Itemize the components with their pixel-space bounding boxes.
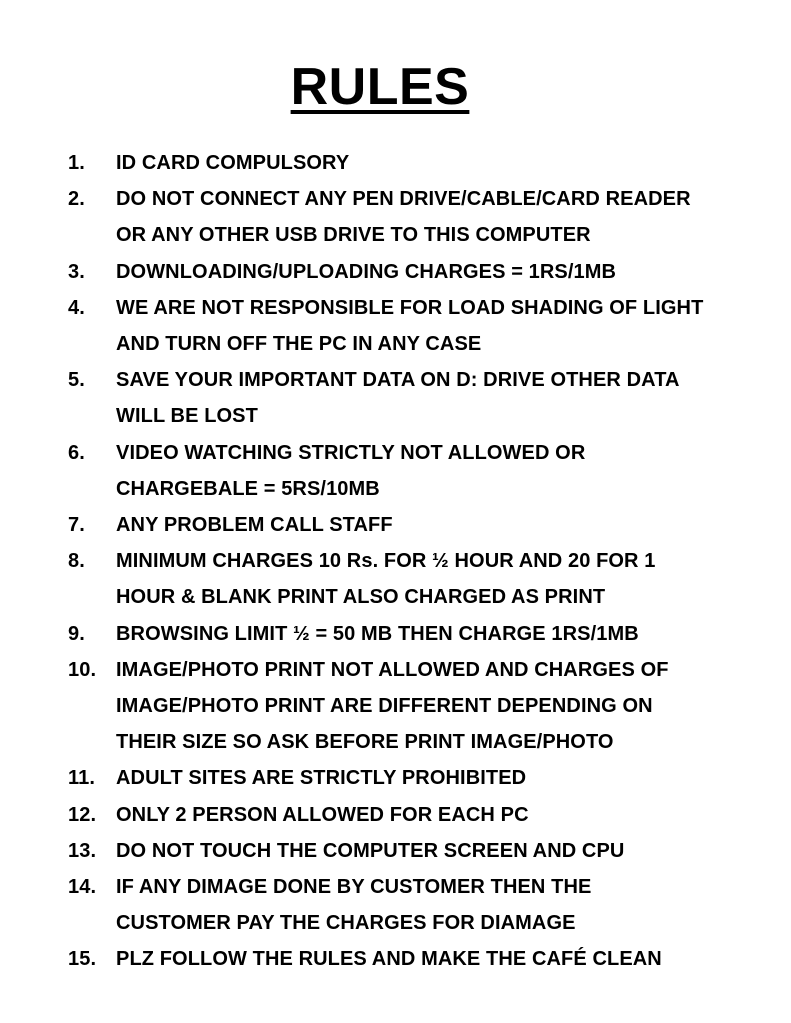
rule-text: ADULT SITES ARE STRICTLY PROHIBITED	[116, 767, 527, 790]
rule-item	[68, 869, 748, 941]
rule-number: 10.	[68, 658, 97, 681]
rule-item	[68, 543, 748, 615]
rule-text: DO NOT TOUCH THE COMPUTER SCREEN AND CPU	[116, 839, 625, 862]
rule-number: 14.	[68, 876, 97, 899]
rule-text: DOWNLOADING/UPLOADING CHARGES = 1RS/1MB	[116, 260, 617, 283]
page-title: RULES	[290, 58, 470, 116]
rule-text: ID CARD COMPULSORY	[116, 152, 350, 174]
rule-number: 2.	[68, 188, 85, 211]
rule-text: BROWSING LIMIT ½ = 50 MB THEN CHARGE 1RS/1MB	[116, 622, 639, 645]
rule-text: ANY PROBLEM CALL STAFF	[116, 514, 393, 537]
rule-number: 3.	[68, 260, 85, 283]
rule-text: DO NOT CONNECT ANY PEN DRIVE/CABLE/CARD READER OR ANY OTHER USB DRIVE TO THIS COMPUTER	[116, 188, 691, 247]
rule-text: VIDEO WATCHING STRICTLY NOT ALLOWED OR CHARGEBALE = 5RS/10MB	[116, 441, 586, 500]
rule-text: SAVE YOUR IMPORTANT DATA ON D: DRIVE OTHER DATA WILL BE LOST	[116, 369, 680, 428]
rule-number: 4.	[68, 296, 85, 319]
rule-text: PLZ FOLLOW THE RULES AND MAKE THE CAFÉ CLEAN	[116, 948, 662, 971]
rule-number: 5.	[68, 369, 85, 392]
rule-item	[68, 435, 748, 507]
rule-item	[68, 760, 748, 796]
rule-number: 9.	[68, 622, 85, 645]
rule-text: IMAGE/PHOTO PRINT NOT ALLOWED AND CHARGES OF IMAGE/PHOTO PRINT ARE DIFFERENT DEPENDING ON THEIR SIZE SO ASK BEFORE PRINT IMAGE/PHOTO	[116, 658, 669, 754]
rule-number: 1.	[68, 152, 85, 174]
rule-item	[68, 145, 748, 181]
rule-item	[68, 181, 748, 253]
rule-item	[68, 507, 748, 543]
rule-item	[68, 616, 748, 652]
rule-number: 11.	[68, 767, 95, 790]
rule-item	[68, 362, 748, 434]
rule-item	[68, 254, 748, 290]
rule-item	[68, 833, 748, 869]
rule-number: 15.	[68, 948, 97, 971]
rule-text: IF ANY DIMAGE DONE BY CUSTOMER THEN THE CUSTOMER PAY THE CHARGES FOR DIAMAGE	[116, 876, 592, 935]
rule-item	[68, 290, 748, 362]
rule-text: ONLY 2 PERSON ALLOWED FOR EACH PC	[116, 803, 529, 826]
rule-number: 7.	[68, 514, 85, 537]
rule-item	[68, 652, 748, 761]
rules-list	[68, 145, 748, 978]
rule-number: 13.	[68, 839, 97, 862]
rule-text: WE ARE NOT RESPONSIBLE FOR LOAD SHADING OF LIGHT AND TURN OFF THE PC IN ANY CASE	[116, 296, 704, 356]
rule-number: 6.	[68, 441, 85, 464]
rule-number: 12.	[68, 803, 97, 826]
rule-item	[68, 797, 748, 833]
rule-number: 8.	[68, 550, 85, 573]
rule-text: MINIMUM CHARGES 10 Rs. FOR ½ HOUR AND 20 FOR 1 HOUR & BLANK PRINT ALSO CHARGED AS PRINT	[116, 550, 656, 609]
rule-item	[68, 941, 748, 977]
